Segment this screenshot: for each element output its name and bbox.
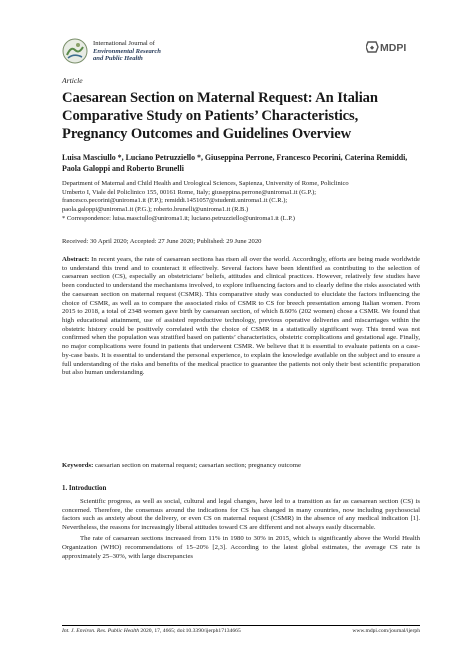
journal-name-line3: and Public Health	[93, 55, 143, 63]
abstract-label: Abstract:	[62, 256, 90, 263]
journal-name	[93, 40, 161, 63]
keywords-text: caesarian section on maternal request; caesarian section; pregnancy outcome	[95, 462, 301, 469]
publisher-name: MDPI	[380, 42, 407, 54]
abstract-text: In recent years, the rate of caesarean sections has risen all over the world. Accordingly, efforts are being made worldwide to understand this trend and to counteract it effectively. Several factors have been identified as contributing to the selection of caesarean section (CS), especially an obstetricians’ beliefs, attitudes and clinical practices. However, relatively few studies have been conducted to understand the mechanisms involved, to explore influencing factors and to clearly define the risks associated with the caesarean section on maternal request (CSMR). This comparative study was conducted to elucidate the factors influencing the choice of CSMR, as well as to compare the associated risks of CSMR to CS for breech presentation among Italian women. From 2015 to 2018, a total of 2348 women gave birth by caesarean section, of which 8.60% (202 women) chose a CSMR. We found that high educational attainment, use of assisted reproductive technology, previous operative deliveries and miscarriages within the obstetric history could be positively correlated with the choice of CSMR in a statistically significant way. This trend was not confirmed when the population was stratified based on patients’ characteristics, obstetric complications and gestational age. Finally, no major complications were found in patients that underwent CSMR. We believe that it is essential to evaluate patients on a case-by-case basis. It is essential to understand the personal experience, to explain the knowledge available on the subject and to ensure a full understanding of the risks and benefits of the medical practice to guarantee the patients not only their best scientific preparation but also human understanding.	[62, 256, 420, 377]
footer-citation	[62, 628, 241, 634]
section-body	[62, 498, 420, 564]
journal-name-line2: Environmental Research	[93, 47, 161, 55]
affiliation-line: francesco.pecorini@uniroma1.it (F.P.); remiddi.1451057@studenti.uniroma1.it (C.R.);	[62, 197, 288, 205]
paragraph: The rate of caesarean sections increased from 11% in 1980 to 30% in 2015, which is significantly above the World Health Organization (WHO) recommendations of 15–20% [2,3]. According to the latest global estimates, the average CS rate is approximately 25–30%, with large discrepancies	[62, 535, 420, 560]
publication-dates: Received: 30 April 2020; Accepted: 27 June 2020; Published: 29 June 2020	[62, 238, 262, 245]
correspondence-line: * Correspondence: luisa.masciullo@uniroma1.it; luciano.petruzziello@uniroma1.it (L.P.)	[62, 214, 295, 222]
citation-journal: Int. J. Environ. Res. Public Health	[62, 628, 139, 634]
paragraph: Scientific progress, as well as social, cultural and legal changes, have led to a transition as far as caesarean section (CS) is concerned. Therefore, the consensus around the indications for CS has changed in many countries, now including psychosocial factors such as anxiety about the delivery, or even CS on maternal request (CSMR) in the absence of any medical indication [1]. Nevertheless, the reasons for increasingly liberal attitudes toward CS are different and not always easily discernable.	[62, 498, 420, 531]
affiliation-line: Department of Maternal and Child Health and Urological Sciences, Sapienza, University of Rome, Policlinico	[62, 180, 349, 187]
section-heading: 1. Introduction	[62, 485, 107, 492]
footer-url[interactable]: www.mdpi.com/journal/ijerph	[352, 628, 420, 634]
journal-name-line1: International Journal of	[93, 40, 155, 47]
citation-details: 2020, 17, 4665; doi:10.3390/ijerph17134665	[139, 628, 241, 634]
affiliation-line: paola.galoppi@uniroma1.it (P.G.); roberto.brunelli@uniroma1.it (R.B.)	[62, 206, 249, 214]
mdpi-logo-icon	[366, 40, 414, 54]
article-title: Caesarean Section on Maternal Request: An Italian Comparative Study on Patients’ Characteristics, Pregnancy Outcomes and Guidelines Overview	[62, 90, 378, 142]
journal-logo-icon	[62, 38, 88, 64]
footer-rule	[62, 625, 420, 626]
affiliations	[62, 180, 422, 224]
keywords	[62, 462, 420, 471]
affiliation-line: Umberto I, Viale del Policlinico 155, 00161 Rome, Italy; giuseppina.perrone@uniroma1.it (G.P.);	[62, 188, 317, 196]
keywords-label: Keywords:	[62, 462, 94, 469]
abstract	[62, 256, 420, 378]
article-type: Article	[62, 76, 83, 85]
svg-text:◆: ◆	[370, 45, 374, 52]
author-list: Luisa Masciullo *, Luciano Petruzziello *, Giuseppina Perrone, Francesco Pecorini, Caterina Remiddi, Paola Galoppi and Roberto Brunelli	[62, 153, 408, 173]
